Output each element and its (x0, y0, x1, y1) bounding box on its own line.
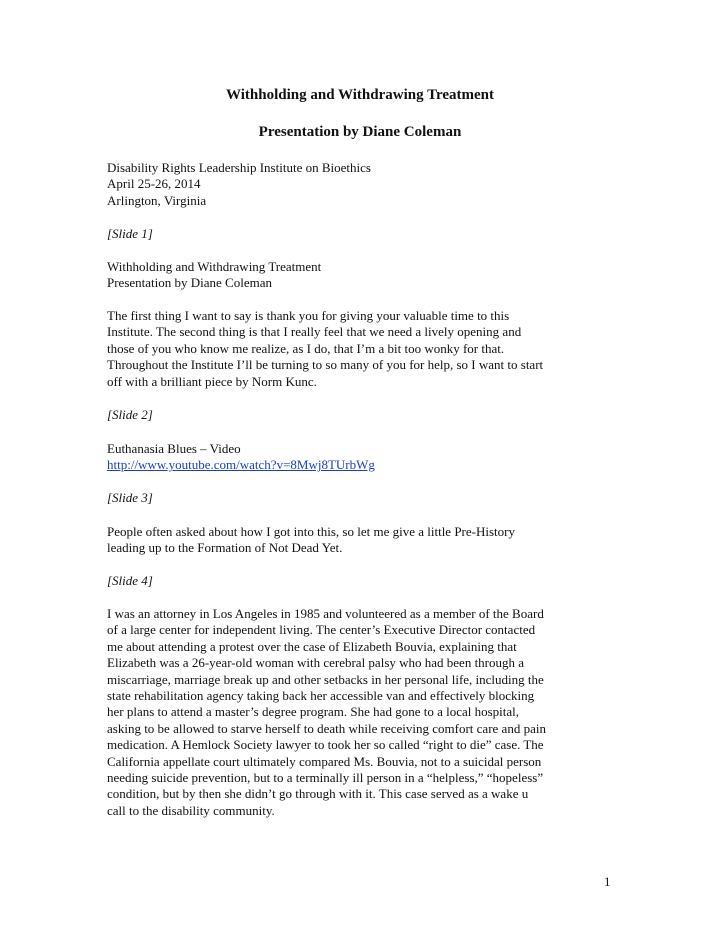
paragraph-line: Presentation by Diane Coleman (107, 275, 272, 291)
paragraph-line: condition, but by then she didn’t go through with it. This case served as a wake u (107, 786, 529, 802)
document-title: Withholding and Withdrawing Treatment (226, 87, 494, 103)
slide-4-content (107, 606, 627, 819)
paragraph-line: California appellate court ultimately compared Ms. Bouvia, not to a suicidal person (107, 753, 542, 769)
paragraph-line: Elizabeth was a 26-year-old woman with cerebral palsy who had been through a (107, 655, 525, 671)
event-location: Arlington, Virginia (107, 192, 207, 208)
paragraph-line: asking to be allowed to starve herself to death while receiving comfort care and pain (107, 720, 546, 736)
event-name: Disability Rights Leadership Institute on Bioethics (107, 160, 371, 175)
slide-1-content (107, 259, 627, 292)
video-link[interactable]: http://www.youtube.com/watch?v=8Mwj8TUrbWg (107, 457, 375, 473)
paragraph-line: me about attending a protest over the case of Elizabeth Bouvia, explaining that (107, 638, 517, 654)
video-title: Euthanasia Blues – Video (107, 441, 241, 456)
paragraph-line: call to the disability community. (107, 802, 275, 818)
slide-label: [Slide 1] (107, 226, 153, 241)
paragraph-line: I was an attorney in Los Angeles in 1985 and volunteered as a member of the Board (107, 606, 544, 621)
slide-3-section (107, 490, 627, 506)
paragraph-line: off with a brilliant piece by Norm Kunc. (107, 373, 317, 389)
page-number: 1 (604, 874, 611, 889)
slide-label: [Slide 2] (107, 407, 153, 422)
slide-2-section (107, 407, 627, 423)
paragraph-line: People often asked about how I got into this, so let me give a little Pre-History (107, 524, 515, 539)
slide-1-section (107, 226, 627, 242)
paragraph-line: her plans to attend a master’s degree program. She had gone to a local hospital, (107, 704, 520, 720)
paragraph-line: Institute. The second thing is that I really feel that we need a lively opening and (107, 324, 522, 340)
slide-2-content (107, 441, 627, 474)
paragraph-line: of a large center for independent living. The center’s Executive Director contacted (107, 622, 536, 638)
paragraph-line: state rehabilitation agency taking back her accessible van and effectively blocking (107, 688, 535, 704)
paragraph-line: medication. A Hemlock Society lawyer to took her so called “right to die” case. The (107, 737, 544, 753)
paragraph-line: Throughout the Institute I’ll be turning to so many of you for help, so I want to start (107, 357, 544, 373)
slide-4-section (107, 573, 627, 589)
paragraph-line: Withholding and Withdrawing Treatment (107, 259, 322, 274)
paragraph-line: needing suicide prevention, but to a terminally ill person in a “helpless,” “hopeless” (107, 770, 544, 786)
slide-3-content (107, 524, 627, 557)
paragraph-line: leading up to the Formation of Not Dead Yet. (107, 540, 343, 556)
paragraph-line: those of you who know me realize, as I do, that I’m a bit too wonky for that. (107, 340, 505, 356)
intro-paragraph (107, 308, 627, 390)
paragraph-line: miscarriage, marriage break up and other setbacks in her personal life, including the (107, 671, 544, 687)
slide-label: [Slide 3] (107, 490, 153, 505)
paragraph-line: The first thing I want to say is thank you for giving your valuable time to this (107, 308, 510, 323)
event-info (107, 160, 627, 209)
slide-label: [Slide 4] (107, 573, 153, 588)
event-dates: April 25-26, 2014 (107, 176, 201, 192)
document-subtitle: Presentation by Diane Coleman (258, 124, 462, 140)
